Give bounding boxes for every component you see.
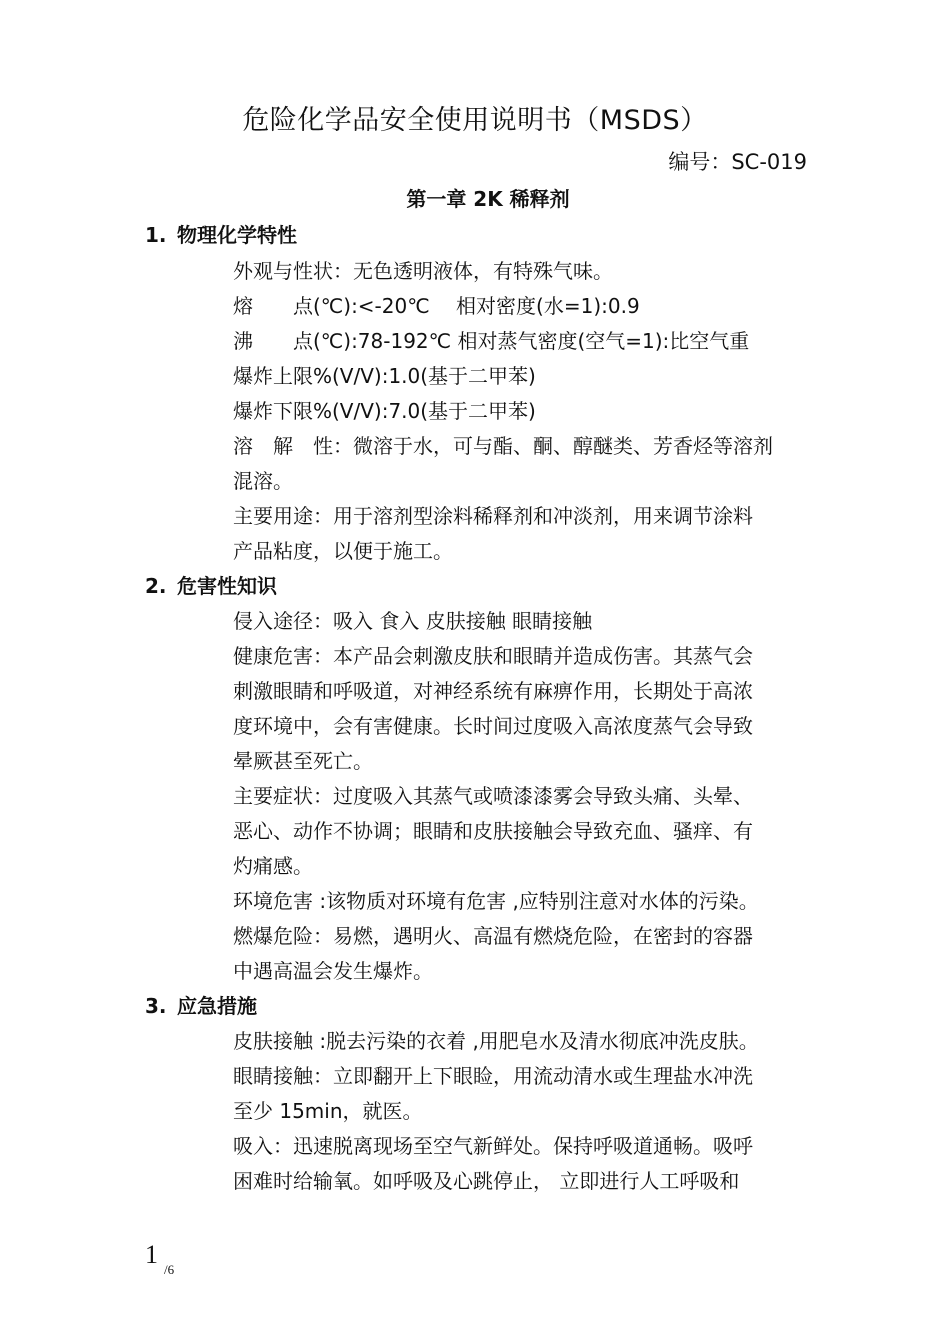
body-line: 皮肤接触 :脱去污染的衣着 ,用肥皂水及清水彻底冲洗皮肤。 bbox=[233, 1029, 759, 1053]
body-line: 中遇高温会发生爆炸。 bbox=[233, 959, 433, 983]
body-line: 恶心、动作不协调；眼睛和皮肤接触会导致充血、骚痒、有 bbox=[233, 819, 753, 843]
body-line: 混溶。 bbox=[233, 469, 293, 493]
body-line: 吸入：迅速脱离现场至空气新鲜处。保持呼吸道通畅。吸呼 bbox=[233, 1134, 753, 1158]
section-number: 3. bbox=[145, 994, 167, 1018]
section-heading-hazards bbox=[145, 570, 277, 599]
document-title: 危险化学品安全使用说明书（MSDS） bbox=[242, 105, 708, 136]
section-title: 危害性知识 bbox=[177, 574, 277, 598]
body-line: 主要症状：过度吸入其蒸气或喷漆漆雾会导致头痛、头晕、 bbox=[233, 784, 753, 808]
body-line: 灼痛感。 bbox=[233, 854, 313, 878]
body-line: 产品粘度，以便于施工。 bbox=[233, 539, 453, 563]
body-line: 晕厥甚至死亡。 bbox=[233, 749, 373, 773]
body-line: 眼睛接触：立即翻开上下眼睑，用流动清水或生理盐水冲洗 bbox=[233, 1064, 753, 1088]
section-title: 应急措施 bbox=[177, 994, 257, 1018]
body-line: 熔 点(℃):<-20℃ 相对密度(水=1):0.9 bbox=[233, 294, 640, 318]
section-heading-emergency bbox=[145, 990, 257, 1019]
body-line: 沸 点(℃):78-192℃ 相对蒸气密度(空气=1):比空气重 bbox=[233, 329, 750, 353]
section-heading-physical-chemical bbox=[145, 219, 297, 248]
body-line: 度环境中，会有害健康。长时间过度吸入高浓度蒸气会导致 bbox=[233, 714, 753, 738]
page-number: 1 bbox=[145, 1240, 158, 1269]
body-line: 侵入途径：吸入 食入 皮肤接触 眼睛接触 bbox=[233, 609, 593, 633]
page-total: /6 bbox=[164, 1262, 175, 1277]
body-line: 爆炸下限%(V/V):7.0(基于二甲苯) bbox=[233, 399, 536, 423]
section-number: 1. bbox=[145, 223, 167, 247]
body-line: 至少 15min，就医。 bbox=[233, 1099, 423, 1123]
body-line: 健康危害：本产品会刺激皮肤和眼睛并造成伤害。其蒸气会 bbox=[233, 644, 753, 668]
body-line: 环境危害 :该物质对环境有危害 ,应特别注意对水体的污染。 bbox=[233, 889, 759, 913]
document-number: 编号：SC-019 bbox=[668, 150, 807, 174]
body-line: 刺激眼睛和呼吸道，对神经系统有麻痹作用，长期处于高浓 bbox=[233, 679, 753, 703]
section-number: 2. bbox=[145, 574, 167, 598]
body-line: 爆炸上限%(V/V):1.0(基于二甲苯) bbox=[233, 364, 536, 388]
chapter-heading: 第一章 2K 稀释剂 bbox=[406, 187, 570, 211]
body-line: 主要用途：用于溶剂型涂料稀释剂和冲淡剂，用来调节涂料 bbox=[233, 504, 753, 528]
body-line: 燃爆危险：易燃，遇明火、高温有燃烧危险，在密封的容器 bbox=[233, 924, 753, 948]
body-line: 溶 解 性：微溶于水，可与酯、酮、醇醚类、芳香烃等溶剂 bbox=[233, 434, 773, 458]
section-title: 物理化学特性 bbox=[177, 223, 297, 247]
body-line: 困难时给输氧。如呼吸及心跳停止， 立即进行人工呼吸和 bbox=[233, 1169, 740, 1193]
body-line: 外观与性状：无色透明液体，有特殊气味。 bbox=[233, 259, 613, 283]
